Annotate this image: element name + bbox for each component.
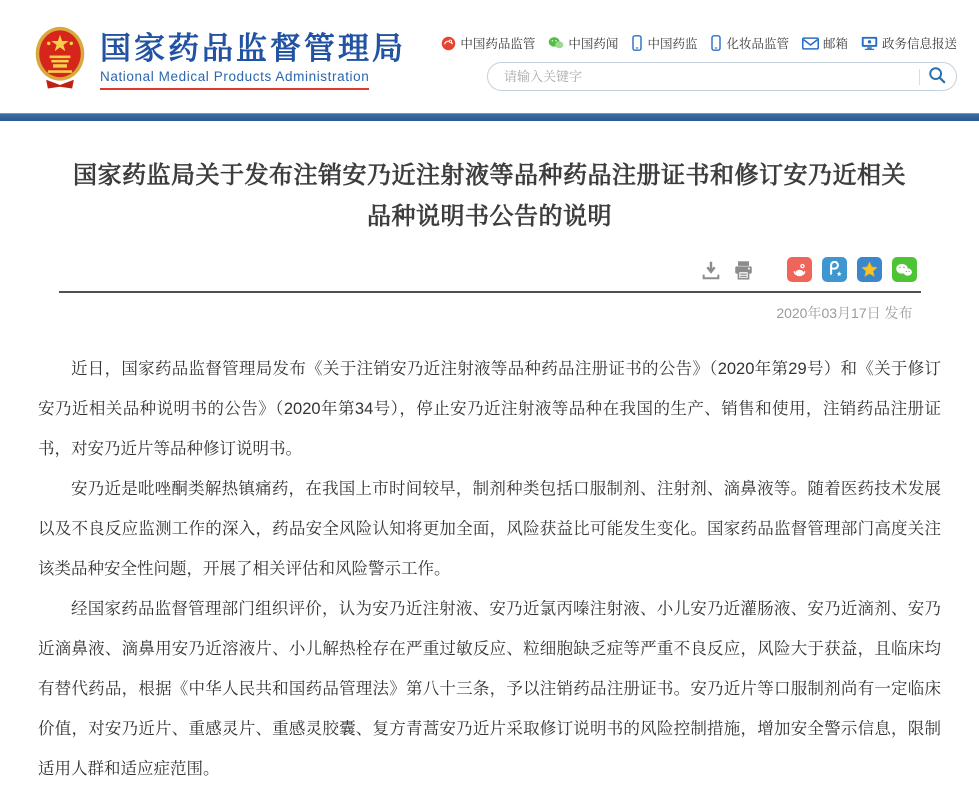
nav-label: 中国药监 bbox=[647, 37, 698, 51]
paragraph: 经国家药品监督管理部门组织评价，认为安乃近注射液、安乃近氯丙嗪注射液、小儿安乃近灌肠液、安乃近滴剂、安乃近滴鼻液、滴鼻用安乃近溶液片、小儿解热栓存在严重过敏反应、粒细胞缺乏症等严重不良反应，风险大于获益，且临床均有替代药品，根据《中华人民共和国药品管理法》第八十三条，予以注销药品注册证书。安乃近片等口服制剂尚有一定临床价值，对安乃近片、重感灵片、重感灵胶囊、复方青蒿安乃近片采取修订说明书的风险控制措施，增加安全警示信息，限制适用人群和适应症范围。 bbox=[38, 600, 941, 778]
search-bar bbox=[487, 62, 957, 91]
nav-link-drug-app[interactable] bbox=[631, 34, 697, 52]
china-national-emblem-icon bbox=[34, 26, 100, 97]
article bbox=[0, 155, 979, 789]
paragraph: 近日，国家药品监督管理局发布《关于注销安乃近注射液等品种药品注册证书的公告》（2020年第29号）和《关于修订安乃近相关品种说明书的公告》（2020年第34号），停止安乃近注射液等品种在我国的生产、销售和使用，注销药品注册证书，对安乃近片等品种修订说明书。 bbox=[38, 360, 941, 458]
article-body bbox=[38, 349, 941, 789]
nav-label: 化妆品监管 bbox=[726, 37, 789, 51]
publish-date: 2020年03月17日 发布 bbox=[776, 305, 913, 321]
mobile-app-icon bbox=[631, 35, 643, 51]
site-title-zh: 国家药品监督管理局 bbox=[100, 31, 406, 66]
article-toolbar bbox=[59, 257, 921, 282]
share-icon[interactable] bbox=[822, 257, 847, 282]
paragraph: 安乃近是吡唑酮类解热镇痛药，在我国上市时间较早，制剂种类包括口服制剂、注射剂、滴鼻液等。随着医药技术发展以及不良反应监测工作的深入，药品安全风险认知将更加全面，风险获益比可能发生变化。国家药品监督管理部门高度关注该类品种安全性问题，开展了相关评估和风险警示工作。 bbox=[38, 480, 941, 578]
weibo-icon bbox=[441, 36, 456, 51]
download-icon[interactable] bbox=[700, 259, 722, 281]
print-icon[interactable] bbox=[732, 259, 755, 281]
search-button[interactable] bbox=[928, 66, 946, 87]
search-icon bbox=[928, 66, 946, 87]
title-divider bbox=[59, 291, 921, 293]
wechat-share-icon[interactable] bbox=[892, 257, 917, 282]
monitor-icon bbox=[861, 36, 878, 50]
nav-link-cosmetics-app[interactable] bbox=[710, 34, 789, 52]
header-divider-bar bbox=[0, 113, 979, 121]
mobile-app-icon bbox=[710, 35, 722, 51]
header-logo[interactable] bbox=[34, 26, 406, 97]
nav-label: 中国药闻 bbox=[568, 37, 619, 51]
nav-link-mail[interactable] bbox=[802, 34, 848, 52]
quick-nav bbox=[460, 34, 957, 52]
mail-icon bbox=[802, 37, 819, 50]
site-header bbox=[0, 0, 979, 113]
nav-label: 邮箱 bbox=[822, 37, 848, 51]
weibo-share-icon[interactable] bbox=[787, 257, 812, 282]
site-title-en: National Medical Products Administration bbox=[100, 69, 369, 90]
nav-link-weibo[interactable] bbox=[441, 34, 535, 52]
search-input[interactable] bbox=[504, 69, 911, 84]
nav-label: 政务信息报送 bbox=[881, 37, 957, 51]
nav-link-gov-report[interactable] bbox=[861, 34, 957, 52]
nav-link-wechat[interactable] bbox=[548, 34, 618, 52]
nav-label: 中国药品监管 bbox=[460, 37, 536, 51]
page-title: 国家药监局关于发布注销安乃近注射液等品种药品注册证书和修订安乃近相关品种说明书公告的说明 bbox=[73, 162, 906, 230]
favorite-star-icon[interactable] bbox=[857, 257, 882, 282]
wechat-icon bbox=[548, 36, 564, 50]
search-separator bbox=[919, 69, 920, 85]
